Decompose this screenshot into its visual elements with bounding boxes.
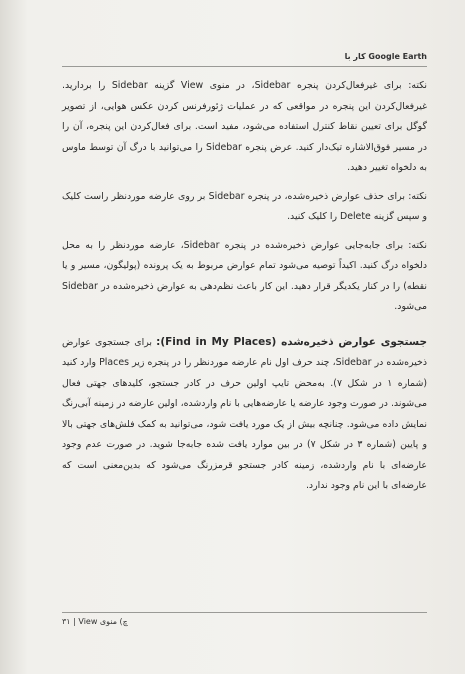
running-title: کار با Google Earth (344, 51, 427, 61)
section-title-colon: : (156, 335, 161, 348)
note-paragraph: نکته: برای جابه‌جایی عوارض ذخیره‌شده در پنجره Sidebar، عارضه موردنظر را به محل دلخواه درگ کنید. اکیداً توصیه می‌شود تمام عوارض مربوط به یک پرونده (پولیگون، مسیر و یا نقطه) را در کنار یکدیگر قرار دهید. این کار باعث نظم‌دهی به عوارض ذخیره‌شده در Sidebar می‌شود. (62, 239, 428, 312)
footer-separator: | (73, 617, 76, 626)
chapter-label: چ) منوی View (78, 617, 128, 626)
section-paragraph (62, 332, 427, 497)
section-title-fa: جستجوی عوارض ذخیره‌شده (281, 335, 428, 348)
page-footer (62, 617, 128, 626)
page-body (62, 76, 427, 505)
section-title-en: (Find in My Places) (160, 335, 277, 348)
section-title (156, 336, 427, 348)
note-paragraph: نکته: برای حذف عوارض ذخیره‌شده، در پنجره Sidebar بر روی عارضه موردنظر راست کلیک و سپس گزینه Delete را کلیک کنید. (62, 190, 427, 222)
page-number: ۳۱ (62, 617, 71, 626)
note-paragraph: نکته: برای غیرفعال‌کردن پنجره Sidebar، در منوی View گزینه Sidebar را بردارید. غیرفعال‌کردن این پنجره در مواقعی که در عملیات ژئورفرنس کردن عکس هوایی، از تصویر گوگل برای تعیین نقاط کنترل استفاده می‌شود، مفید است. برای فعال‌کردن این پنجره، آن را در مسیر فوق‌الاشاره تیک‌دار کنید. عرض پنجره Sidebar را می‌توانید با درگ آن توسط ماوس به دلخواه تغییر دهید. (62, 80, 427, 173)
running-header (62, 46, 427, 67)
footer-rule (62, 612, 427, 614)
section-body: برای جستجوی عوارض ذخیره‌شده در Sidebar، چند حرف اول نام عارضه موردنظر را در پنجره زیر Places وارد کنید (شماره ۱ در شکل ۷). به‌محض تایپ اولین حرف در کادر جستجو، کلیدهای جهتی فعال می‌شوند. در صورت وجود عارضه یا عارضه‌هایی با نام واردشده، اولین عارضه در زمینه آبی‌رنگ نمایش داده می‌شود. چنانچه بیش از یک مورد یافت شود، می‌توانید به کمک فلش‌های جهتی بالا و پایین (شماره ۳ در شکل ۷) در بین موارد یافت شده جابه‌جا شوید. در صورت عدم وجود عارضه‌ای با نام واردشده، زمینه کادر جستجو قرمزرنگ می‌شود که بدین‌معنی است که عارضه‌ای با این نام وجود ندارد. (62, 336, 428, 491)
